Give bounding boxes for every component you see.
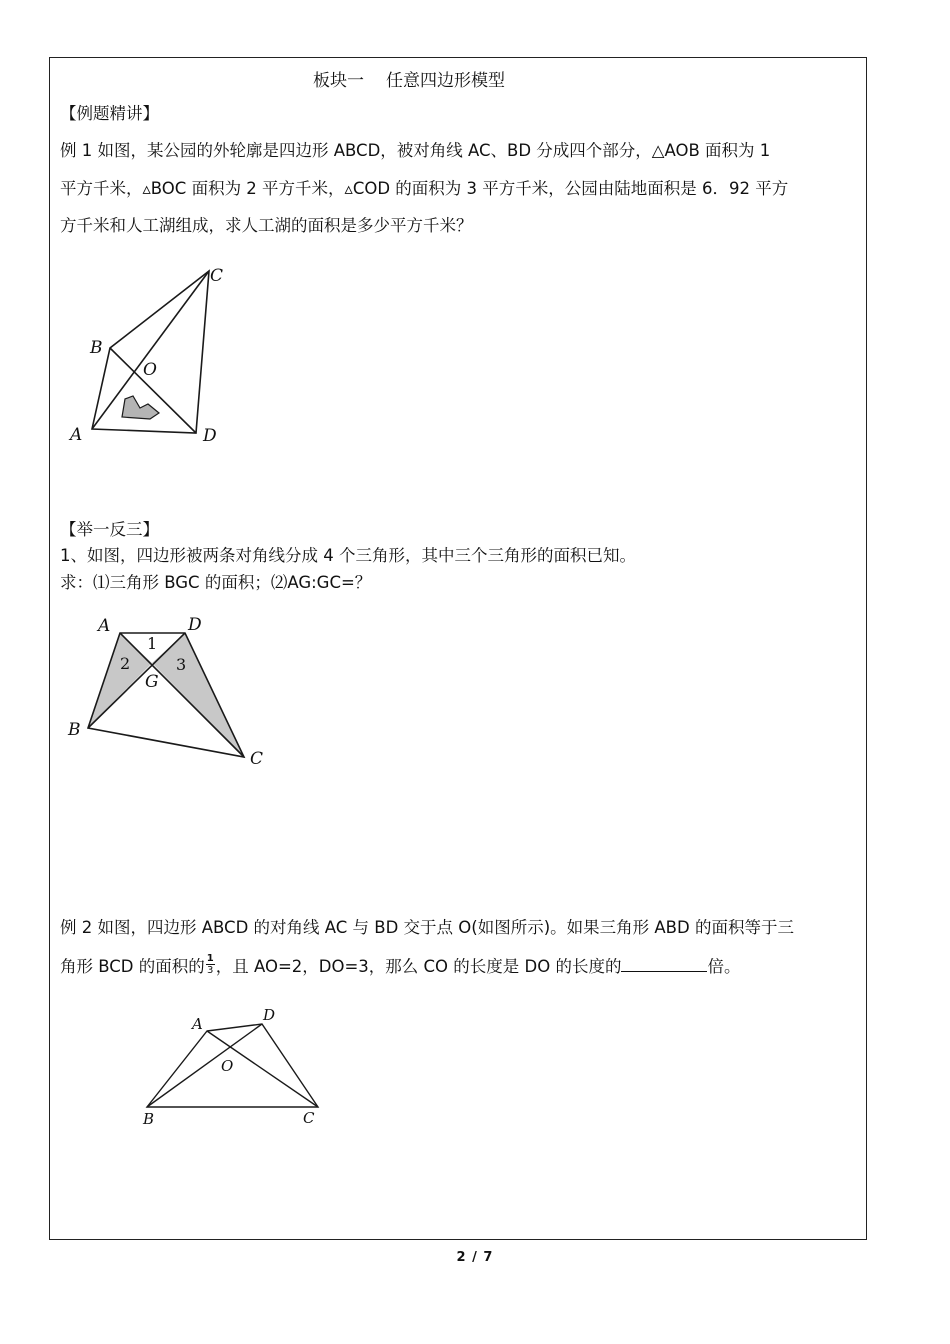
- fig3-label-c: C: [303, 1109, 315, 1127]
- example1-line1: 例 1 如图，某公园的外轮廓是四边形 ABCD，被对角线 AC、BD 分成四个部分，△AOB 面积为 1: [60, 141, 771, 160]
- problem1-line2: 求：⑴三角形 BGC 的面积；⑵AG:GC=？: [60, 573, 372, 592]
- fig1-label-c: C: [210, 266, 224, 286]
- fig2-area-right: 3: [176, 655, 187, 674]
- fig2-area-left: 2: [120, 654, 131, 673]
- fig2-area-top: 1: [147, 634, 158, 653]
- fig3-diagonal-bd: [147, 1024, 262, 1107]
- title-part1: 板块一: [313, 71, 364, 91]
- fig3-label-d: D: [263, 1006, 276, 1024]
- fig1-label-b: B: [90, 338, 103, 358]
- example2-line1: 例 2 如图，四边形 ABCD 的对角线 AC 与 BD 交于点 O(如图所示)。如果三角形 ABD 的面积等于三: [60, 918, 794, 937]
- example2-line2-part-b: ，且 AO=2，DO=3，那么 CO 的长度是 DO 的长度的: [215, 957, 622, 976]
- title-part2: 任意四边形模型: [386, 71, 505, 91]
- fraction-denominator: 3: [207, 965, 214, 976]
- section-heading-examples: 【例题精讲】: [60, 104, 159, 123]
- fig2-label-d: D: [188, 615, 202, 635]
- fig3-label-o: O: [221, 1057, 234, 1075]
- fig2-label-a: A: [98, 616, 111, 636]
- fig1-label-d: D: [203, 426, 217, 446]
- fig2-label-g: G: [145, 672, 159, 692]
- section-heading-practice: 【举一反三】: [60, 520, 159, 539]
- page-number: 2 / 7: [456, 1250, 494, 1265]
- fig2-label-c: C: [250, 749, 264, 769]
- fig2-label-b: B: [68, 720, 81, 740]
- fig3-label-b: B: [143, 1110, 155, 1128]
- example1-line2: 平方千米，▵BOC 面积为 2 平方千米，▵COD 的面积为 3 平方千米，公园由陆地面积是 6．92 平方: [60, 179, 789, 198]
- example1-line3: 方千米和人工湖组成，求人工湖的面积是多少平方千米？: [60, 216, 473, 235]
- problem1-line1: 1、如图，四边形被两条对角线分成 4 个三角形，其中三个三角形的面积已知。: [60, 546, 636, 565]
- fraction-numerator: 1: [206, 953, 214, 964]
- fig1-label-a: A: [70, 425, 83, 445]
- example2-line2-part-c: 倍。: [707, 957, 741, 976]
- fig3-label-a: A: [192, 1015, 203, 1033]
- example2-line2-part-a: 角形 BCD 的面积的: [60, 957, 205, 976]
- fig1-label-o: O: [143, 360, 157, 380]
